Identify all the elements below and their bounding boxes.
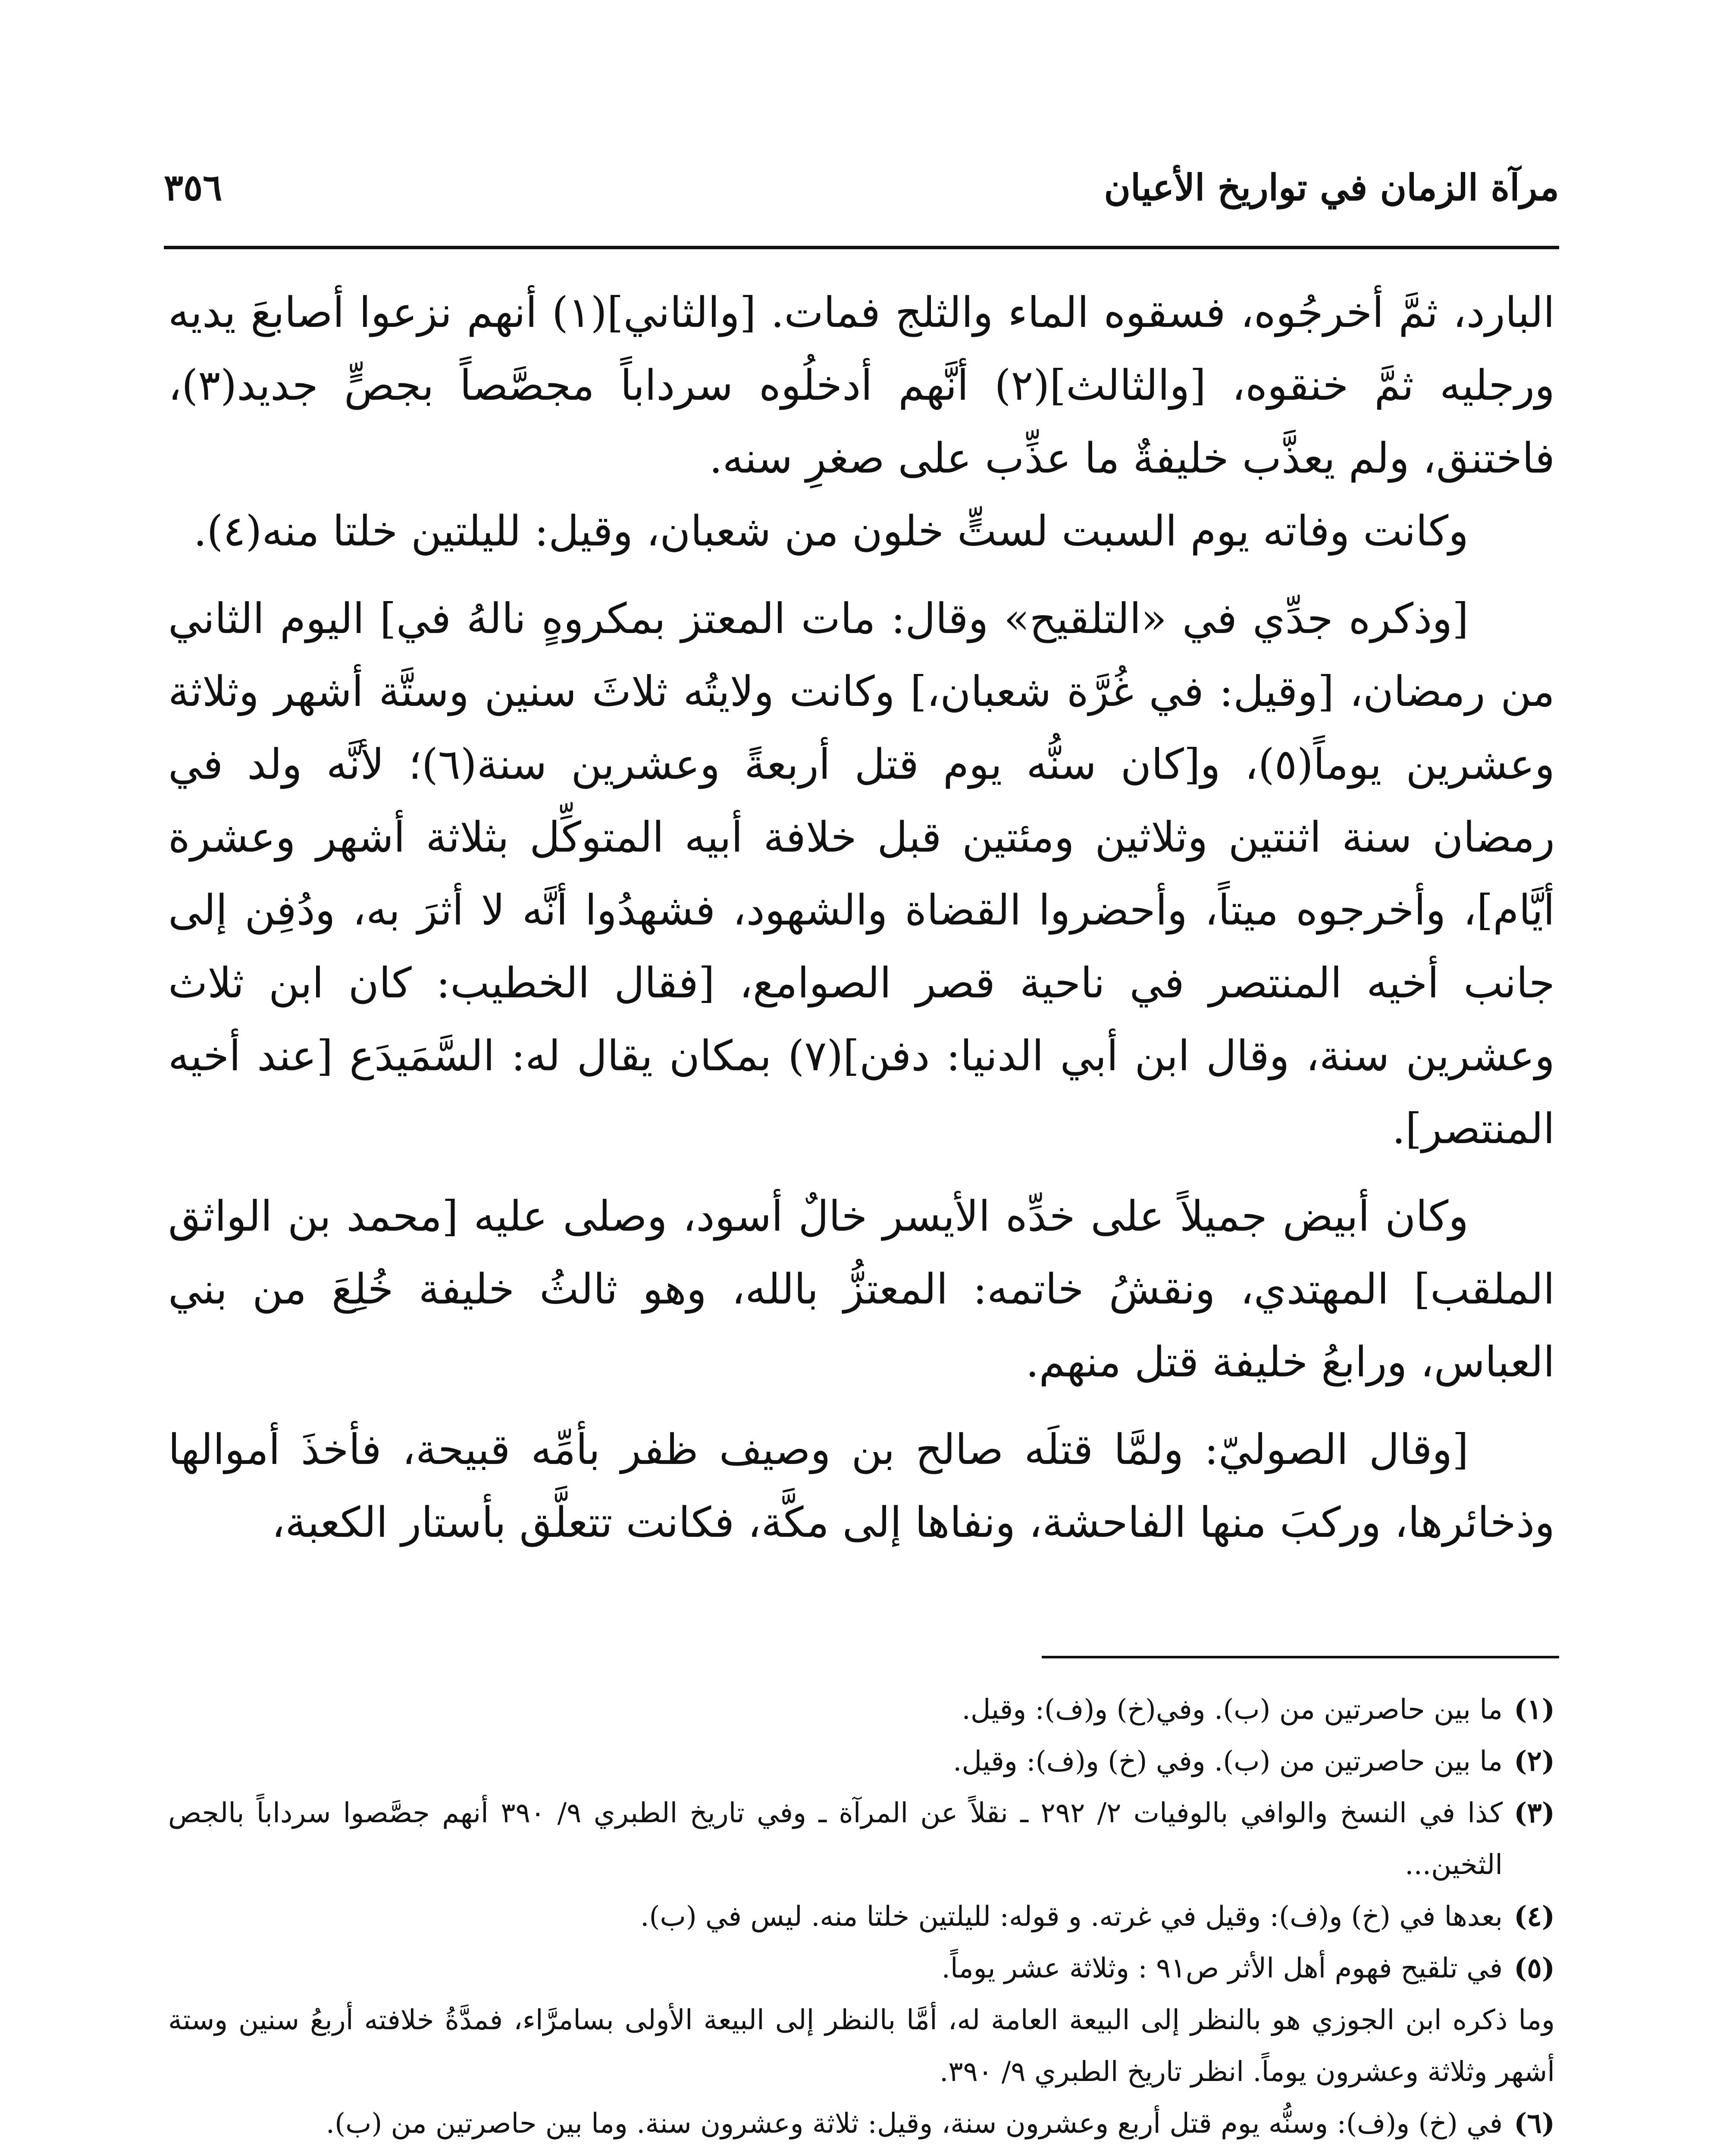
paragraph: وكانت وفاته يوم السبت لستٍّ خلون من شعبان، وقيل: لليلتين خلتا منه(٤). bbox=[193, 507, 1469, 555]
footnote bbox=[168, 1787, 1555, 1891]
paragraph: [وقال الصوليّ: ولمَّا قتلَه صالح بن وصيف ظفر بأمِّه قبيحة، فأخذَ أموالها وذخائرها، وركبَ منها الفاحشة، ونفاها إلى مكَّة، فكانت تتعلَّق بأستار الكعبة، bbox=[168, 1425, 1555, 1547]
footnote-text: بعدها في (خ) و(ف): وقيل في غرته. و قوله: لليلتين خلتا منه. ليس في (ب). bbox=[640, 1901, 1503, 1933]
footnote-text: ما بين حاصرتين من (ب). وفي(خ) و(ف): وقيل. bbox=[962, 1694, 1503, 1726]
footnote bbox=[168, 1891, 1555, 1943]
footnote-text bbox=[168, 2150, 1503, 2156]
page-number: ٣٥٦ bbox=[164, 166, 222, 209]
footnote-text: في تلقيح فهوم أهل الأثر ص٩١ : وثلاثة عشر يوماً. bbox=[941, 1952, 1503, 1984]
header-rule bbox=[164, 246, 1559, 249]
footnote-text: في (خ) و(ف): وسنُّه يوم قتل أربع وعشرون سنة، وقيل: ثلاثة وعشرون سنة. وما بين حاصرتين من (ب). bbox=[326, 2108, 1503, 2140]
footnote-text: ما بين حاصرتين من (ب). وفي (خ) و(ف): وقيل. bbox=[953, 1745, 1503, 1777]
footnote-separator bbox=[1042, 1656, 1559, 1658]
footnote-continuation: وما ذكره ابن الجوزي هو بالنظر إلى البيعة العامة له، أمَّا بالنظر إلى البيعة الأولى بسامرَّاء، فمدَّةُ خلافته أربعُ سنين وستة أشهر وثلاثة وعشرون يوماً. انظر تاريخ الطبري ٩/ ٣٩٠. bbox=[168, 2004, 1555, 2088]
footnote bbox=[168, 1684, 1555, 1736]
footnote bbox=[168, 1943, 1555, 1994]
paragraph: [وذكره جدِّي في «التلقيح» وقال: مات المعتز بمكروهٍ نالهُ في] اليوم الثاني من رمضان، [وقيل: في غُرَّة شعبان،] وكانت ولايتُه ثلاثَ سنين وستَّة أشهر وثلاثة وعشرين يوماً(٥)، و[كان سنُّه يوم قتل أربعةً وعشرين سنة(٦)؛ لأنَّه ولد في رمضان سنة اثنتين وثلاثين ومئتين قبل خلافة أبيه المتوكِّل بثلاثة أشهر وعشرة أيَّام]، وأخرجوه ميتاً، وأحضروا القضاة والشهود، فشهدُوا أنَّه لا أثرَ به، ودُفِن إلى جانب أخيه المنتصر في ناحية قصر الصوامع، [فقال الخطيب: كان ابن ثلاث وعشرين سنة، وقال ابن أبي الدنيا: دفن](٧) بمكان يقال له: السَّمَيدَع [عند أخيه المنتصر]. bbox=[168, 594, 1555, 1153]
footnote bbox=[168, 2098, 1555, 2150]
page-header bbox=[164, 166, 1559, 231]
footnotes bbox=[168, 1684, 1555, 2156]
running-title: مرآة الزمان في تواريخ الأعيان bbox=[1104, 166, 1559, 209]
footnote bbox=[168, 1736, 1555, 1787]
footnote-marker: (٢) bbox=[1514, 1745, 1555, 1777]
footnote-marker: (٣) bbox=[1514, 1797, 1555, 1829]
paragraph: وكان أبيض جميلاً على خدِّه الأيسر خالٌ أسود، وصلى عليه [محمد بن الواثق الملقب] المهتدي، ونقشُ خاتمه: المعتزُّ بالله، وهو ثالثُ خليفة خُلِعَ من بني العباس، ورابعُ خليفة قتل منهم. bbox=[168, 1192, 1555, 1386]
footnote-marker: (٥) bbox=[1514, 1952, 1555, 1984]
footnote-text: كذا في النسخ والوافي بالوفيات ٢/ ٢٩٢ ـ نقلاً عن المرآة ـ وفي تاريخ الطبري ٩/ ٣٩٠ أنهم جصَّصوا سرداباً بالجص الثخين... bbox=[168, 1797, 1503, 1881]
footnote-marker bbox=[1514, 2150, 1555, 2156]
footnote-marker: (١) bbox=[1514, 1693, 1555, 1726]
paragraph: البارد، ثمَّ أخرجُوه، فسقوه الماء والثلج فمات. [والثاني](١) أنهم نزعوا أصابعَ يديه ورجليه ثمَّ خنقوه، [والثالث](٢) أنَّهم أدخلُوه سرداباً مجصَّصاً بجصٍّ جديد(٣)، فاختنق، ولم يعذَّب خليفةٌ ما عذِّب على صغرِ سنه. bbox=[168, 288, 1555, 483]
main-text bbox=[168, 276, 1555, 1559]
footnote bbox=[168, 2150, 1555, 2156]
footnote-marker: (٤) bbox=[1514, 1900, 1555, 1933]
footnote-marker: (٦) bbox=[1514, 2107, 1555, 2140]
